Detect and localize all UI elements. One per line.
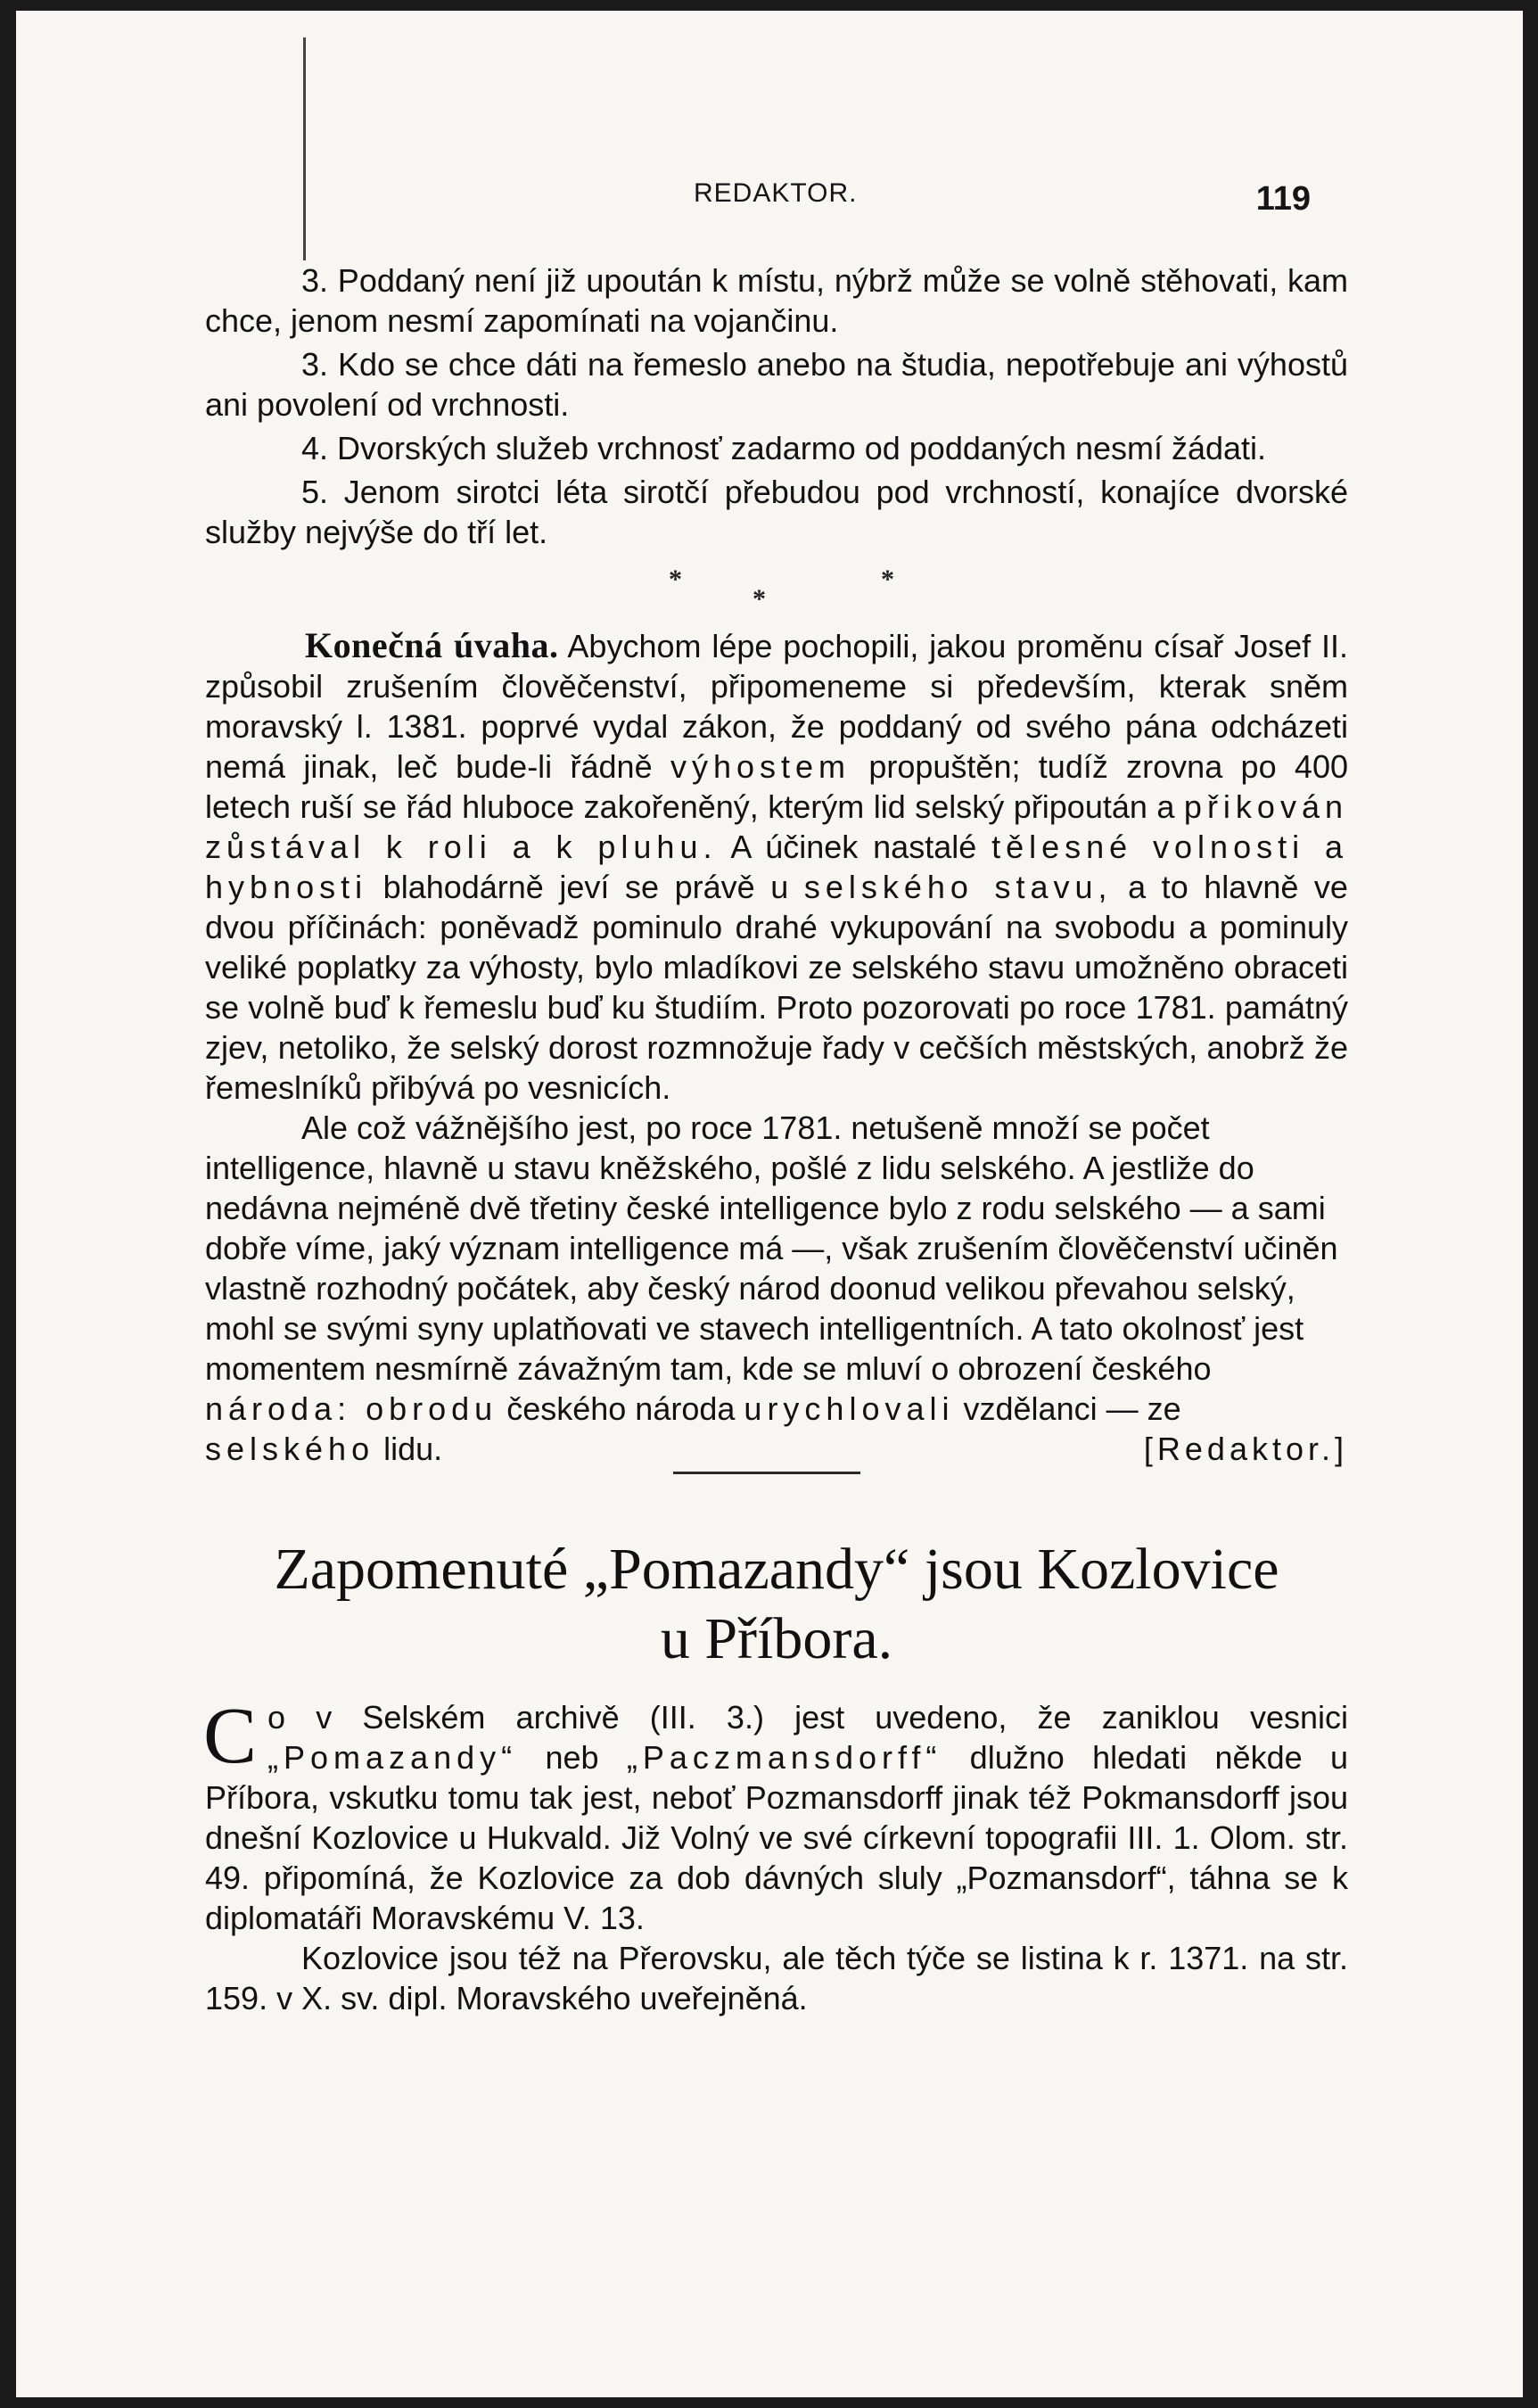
spaced-text: „Paczmansdorff“ (626, 1739, 942, 1776)
list-item: 5. Jenom sirotci léta sirotčí přebudou pod vrchností, konajíce dvorské služby nejvýše do tří let. (205, 474, 1348, 550)
separator-star: * (753, 584, 766, 614)
page (16, 11, 1523, 2397)
page-number: 119 (1255, 180, 1311, 218)
signature: [Redaktor.] (1143, 1431, 1348, 1467)
margin-marker-line (303, 37, 306, 260)
spaced-text: selského stavu, (803, 869, 1113, 905)
article-paragraph: Kozlovice jsou též na Přerovsku, ale těch týče se listina k r. 1371. na str. 159. v X. sv. dipl. Moravského uveřejněná. (205, 1940, 1348, 2016)
spaced-text: národa: obrodu (205, 1390, 498, 1427)
section-separator (205, 556, 1348, 625)
spaced-text: selského (205, 1431, 375, 1467)
page-body (205, 260, 1348, 2018)
list-item: 3. Kdo se chce dáti na řemeslo anebo na študia, nepotřebuje ani výhostů ani povolení od vrchnosti. (205, 346, 1348, 423)
article-body (203, 1692, 1348, 2018)
divider-row (205, 1469, 1348, 1512)
section-paragraph: Ale což vážnějšího jest, po roce 1781. netušeně množí se počet intelligence, hlavně u stavu kněžského, pošlé z lidu selského. A jestliže do nedávna nejméně dvě třetiny české intelligence bylo z rodu selského — a sami dobře víme, jaký význam intelligence má —, však zrušením člověčenství učiněn vlastně rozhodný počátek, aby český národ doonud velikou převahou selský, mohl se svými syny uplatňovati ve stavech intelligentních. A tato okolnosť jest momentem nesmírně závažným tam, kde se mluví o obrození českého národa: obrodu českého národa urychlovali vzdělanci — ze selského lidu. [Redaktor.] (205, 1109, 1348, 1467)
article-paragraph: Co v Selském archivě (III. 3.) jest uvedeno, že zaniklou vesnici „Pomazandy“ neb „Paczmansdorff“ dlužno hledati někde u Příbora, vskutku tomu tak jest, neboť Pozmansdorff jinak též Pokmansdorff jsou dnešní Kozlovice u Hukvald. Již Volný ve své církevní topografii III. 1. Olom. str. 49. připomíná, že Kozlovice za dob dávných sluly „Pozmansdorf“, táhna se k diplomatáři Moravskému V. 13. (203, 1692, 1348, 1936)
article-title-line: Zapomenuté „Pomazandy“ jsou Kozlovice (274, 1537, 1279, 1602)
article-title-line: u Příbora. (660, 1606, 893, 1671)
separator-star: * (669, 565, 682, 594)
separator-star: * (881, 565, 894, 594)
section-paragraph: Konečná úvaha. Abychom lépe pochopili, jakou proměnu císař Josef II. způsobil zrušením člověčenství, připomeneme si především, kterak sněm moravský l. 1381. poprvé vydal zákon, že poddaný od svého pána odcházeti nemá jinak, leč bude-li řádně výhostem propuštěn; tudíž zrovna po 400 letech ruší se řád hluboce zakořeněný, kterým lid selský připoután a přikován zůstával k roli a k pluhu. A účinek nastalé tělesné volnosti a hybnosti blahodárně jeví se právě u selského stavu, a to hlavně ve dvou příčinách: poněvadž pominulo drahé vykupování na svobodu a pominuly veliké poplatky za výhosty, bylo mladíkovi ze selského stavu umožněno obraceti se volně buď k řemeslu buď ku študiím. Proto pozorovati po roce 1781. památný zjev, netoliko, že selský dorost rozmnožuje řady v cečších městských, anobrž že řemeslníků přibývá po vesnicích. (205, 625, 1349, 1106)
article-title (205, 1535, 1348, 1674)
page-header (16, 169, 1523, 223)
section-divider (673, 1472, 860, 1474)
list-item: 4. Dvorských služeb vrchnosť zadarmo od poddaných nesmí žádati. (301, 430, 1267, 466)
spaced-text: urychlovali (744, 1390, 955, 1427)
spaced-text: tělesné volnosti a hybnosti (205, 829, 1348, 905)
spaced-text: přikován zůstával k roli a k pluhu. (205, 788, 1348, 865)
running-title: REDAKTOR. (694, 178, 858, 208)
spaced-text: výhostem (670, 748, 851, 785)
section-title: Konečná úvaha. (305, 625, 559, 665)
spaced-text: „Pomazandy“ (267, 1739, 518, 1776)
drop-cap: C (203, 1692, 258, 1780)
list-item: 3. Poddaný není již upoután k místu, nýbrž může se volně stěhovati, kam chce, jenom nesmí zapomínati na vojančinu. (205, 262, 1348, 339)
